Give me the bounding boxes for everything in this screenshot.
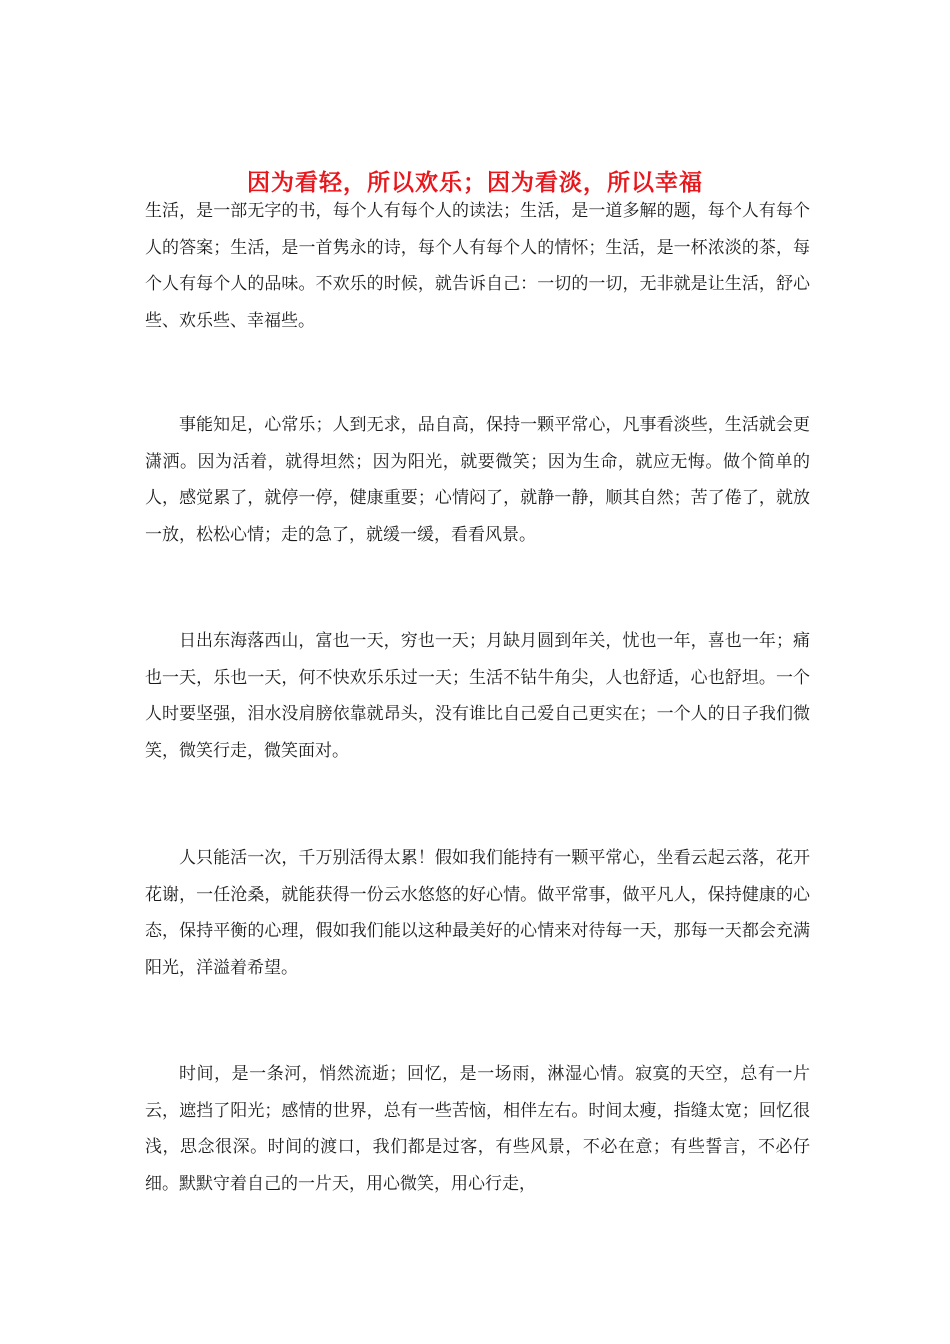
paragraph-5: 时间，是一条河，悄然流逝；回忆，是一场雨，淋湿心情。寂寞的天空，总有一片云，遮挡了阳光；感情的世界，总有一些苦恼，相伴左右。时间太瘦，指缝太宽；回忆很浅，思念很深。时间的渡口，我们都是过客，有些风景，不必在意；有些誓言，不必仔细。默默守着自己的一片天，用心微笑，用心行走， <box>145 1064 810 1194</box>
paragraph-4: 人只能活一次，千万别活得太累！假如我们能持有一颗平常心，坐看云起云落，花开花谢，一任沧桑，就能获得一份云水悠悠的好心情。做平常事，做平凡人，保持健康的心态，保持平衡的心理，假如我们能以这种最美好的心情来对待每一天，那每一天都会充满阳光，洋溢着希望。 <box>145 848 810 978</box>
paragraph-1: 生活，是一部无字的书，每个人有每个人的读法；生活，是一道多解的题，每个人有每个人的答案；生活，是一首隽永的诗，每个人有每个人的情怀；生活，是一杯浓淡的茶，每个人有每个人的品味。不欢乐的时候，就告诉自己：一切的一切，无非就是让生活，舒心些、欢乐些、幸福些。 <box>145 201 810 331</box>
paragraph-2: 事能知足，心常乐；人到无求，品自高，保持一颗平常心，凡事看淡些，生活就会更潇洒。因为活着，就得坦然；因为阳光，就要微笑；因为生命，就应无悔。做个简单的人，感觉累了，就停一停，健康重要；心情闷了，就静一静，顺其自然；苦了倦了，就放一放，松松心情；走的急了，就缓一缓，看看风景。 <box>145 415 810 545</box>
document-title: 因为看轻，所以欢乐；因为看淡，所以幸福 <box>247 169 703 197</box>
paragraph-3: 日出东海落西山，富也一天，穷也一天；月缺月圆到年关，忧也一年，喜也一年；痛也一天，乐也一天，何不快欢乐乐过一天；生活不钻牛角尖，人也舒适，心也舒坦。一个人时要坚强，泪水没肩膀依靠就昂头，没有谁比自己爱自己更实在；一个人的日子我们微笑，微笑行走，微笑面对。 <box>145 631 810 761</box>
